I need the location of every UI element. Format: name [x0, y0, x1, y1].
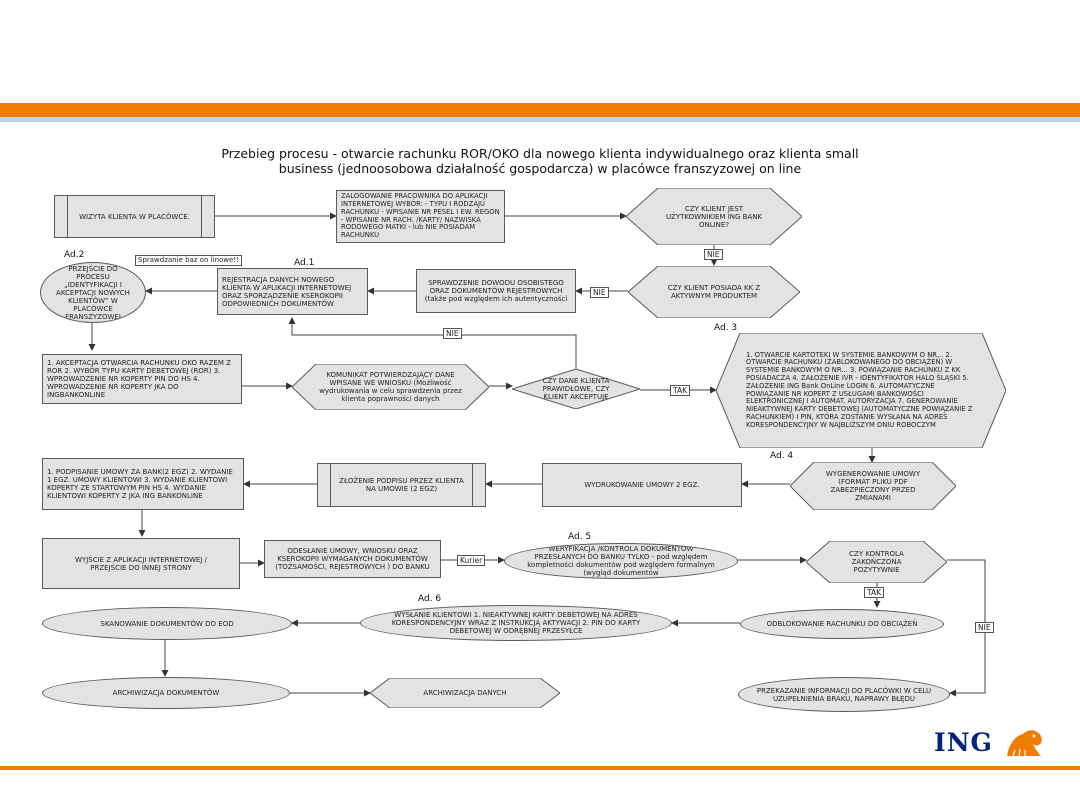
node-odblokowanie-text: ODBLOKOWANIE RACHUNKU DO OBCIĄŻEŃ [766, 620, 918, 628]
node-wizyta-klienta-text: WIZYTA KLIENTA W PLACÓWCE. [79, 212, 190, 221]
node-zalogowanie [336, 190, 505, 243]
ad-label-5: Ad. 5 [568, 532, 592, 542]
node-komunikat-text: KOMUNIKAT POTWIERDZAJĄCY DANE WPISANE WE WNIOSKU (Możliwość wydrukowania w celu sprawdzenia przez klienta poprawności danych [319, 371, 462, 403]
node-wyjscie [42, 538, 240, 589]
ing-logo-text: ING [934, 728, 993, 757]
node-odeslanie-text: ODESŁANIE UMOWY, WNIOSKU ORAZ KSEROKOPII WYMAGANYCH DOKUMENTÓW (TOŻSAMOŚCI, REJESTROWYCH ) DO BANKU [275, 547, 430, 571]
ad-label-3: Ad. 3 [714, 323, 738, 333]
title-line-2: business (jednoosobowa działalność gospodarcza) w placówce franszyzowej on line [278, 161, 802, 176]
decision-czy-klient-kk-text: CZY KLIENT POSIADA KK Z AKTYWNYM PRODUKTEM [667, 284, 761, 300]
note-sprawdzanie-baz: Sprawdzanie baz on linowe!! [135, 255, 242, 266]
node-weryfikacja-text: WERYFIKACJA /KONTROLA DOKUMENTÓW PRZESŁANYCH DO BANKU TYLKO - pod względem kompletności dokumentów pod względem formalnym (wygląd dokumentów [527, 545, 715, 577]
label-nie-3: NIE [443, 328, 462, 339]
node-zalogowanie-text: ZALOGOWANIE PRACOWNIKA DO APLIKACJI INTERNETOWEJ WYBÓR: - TYPU I RODZAJU RACHUNKU - WPISANIE NR PESEL I EW. REGON - WPISANIE NR RACH. /KARTY/ NAZWISKA RODOWEGO MATKI - lub NIE POSIADAM RACHUNKU [341, 192, 500, 240]
ad-label-6: Ad. 6 [418, 594, 442, 604]
title-line-1: Przebieg procesu - otwarcie rachunku ROR/OKO dla nowego klienta indywidualnego oraz klienta small [221, 146, 859, 161]
label-tak-2: TAK [864, 587, 884, 598]
node-wydrukowanie-text: WYDRUKOWANIE UMOWY 2 EGZ. [584, 481, 700, 489]
node-archiwizacja-dokumentow [42, 677, 290, 709]
ad-label-4: Ad. 4 [770, 451, 794, 461]
node-przejscie [40, 262, 146, 323]
node-rejestracja-text: REJESTRACJA DANYCH NOWEGO KLIENTA W APLIKACJI INTERNETOWEJ ORAZ SPORZĄDZENIE KSEROKOPII ODPOWIEDNICH DOKUMENTÓW [222, 275, 352, 308]
label-nie-2: NIE [590, 287, 609, 298]
node-wyslanie [360, 605, 672, 641]
node-wizyta-klienta [54, 195, 215, 238]
node-otwarcie-text: 1. OTWARCIE KARTOTEKI W SYSTEMIE BANKOWYM O NR... 2. OTWARCIE RACHUNKU (ZABLOKOWANEGO DO OBCIĄŻEŃ) W SYSTEMIE BANKOWYM O NR... 3. POWIĄZANIE RACHUNKU Z KK POSIADACZA 4. ZAŁOŻENIE IVR - IDENTYFIKATOR HALO ŚLĄSKI 5. ZAŁOŻENIE ING Bank OnLine LOGIN 6. AUTOMATYCZNE POWIĄZANIE NR KOPERT Z USŁUGAMI BANKOWOŚCI ELEKTRONICZNEJ I AUTOMAT. AUTORYZACJA 7. GENEROWANIE NIEAKTYWNEJ KARTY DEBETOWEJ (AUTOMATYCZNE POWIĄZANIE Z RACHUNKIEM) I PIN, KTÓRA ZOSTANIE WYSŁANA NA ADRES KORESPONDENCYJNY W NAJBLIŻSZYM DNIU ROBOCZYM [746, 350, 973, 429]
ad-label-1: Ad.1 [294, 258, 315, 268]
node-wygenerowanie-text: WYGENEROWANIE UMOWY (FORMAT PLIKU PDF ZABEZPIECZONY PRZED ZMIANAMI [825, 470, 921, 502]
node-wygenerowanie [790, 462, 956, 510]
node-odeslanie [264, 540, 441, 578]
label-nie-1: NIE [704, 249, 723, 260]
label-nie-4: NIE [975, 622, 994, 633]
node-odblokowanie [740, 609, 944, 639]
node-zlozenie-podpisu [317, 463, 486, 507]
decision-czy-dane-text: CZY DANE KLIENTA PRAWIDŁOWE, CZY KLIENT AKCEPTUJE [542, 377, 610, 401]
decision-czy-klient-kk [628, 266, 800, 318]
node-akceptacja [42, 354, 242, 404]
node-wydrukowanie [542, 463, 742, 507]
node-archiwizacja-danych-text: ARCHIWIZACJA DANYCH [423, 689, 507, 697]
node-wyslanie-text: WYSŁANIE KLIENTOWI 1. NIEAKTYWNEJ KARTY DEBETOWEJ NA ADRES KORESPONDENCYJNY WRAZ Z INSTRUKCJĄ AKTYWACJI 2. PIN DO KARTY DEBETOWEJ W ODRĘBNEJ PRZESYŁCE [391, 611, 641, 635]
node-skanowanie-text: SKANOWANIE DOKUMENTÓW DO EOD [100, 619, 234, 628]
arrow-czydane-nie-rejestracja [292, 318, 576, 369]
header-orange-band [0, 103, 1080, 117]
node-akceptacja-text: 1. AKCEPTACJA OTWARCIA RACHUNKU OKO RAZEM Z ROR 2. WYBÓR TYPU KARTY DEBETOWEJ (ROR) 3. WPROWADZENIE NR KOPERTY PIN DO HS 4. WPROWADZENIE NR KOPERTY JKA DO INGBANKONLINE [47, 359, 231, 399]
node-skanowanie [42, 607, 292, 640]
header-blue-band [0, 117, 1080, 122]
node-podpisanie [42, 458, 244, 510]
node-przekazanie [738, 677, 950, 712]
node-komunikat [292, 364, 489, 410]
node-sprawdzenie-dowodu-text: SPRAWDZENIE DOWODU OSOBISTEGO ORAZ DOKUMENTÓW REJESTROWYCH (także pod względem ich autentyczności [424, 279, 568, 303]
node-podpisanie-text: 1. PODPISANIE UMOWY ZA BANK(2 EGZ) 2. WYDANIE 1 EGZ. UMOWY KLIENTOWI 3. WYDANIE KLIENTOWI KOPERTY ZE STARTOWYM PIN HS 4. WYDANIE KLIENTOWI KOPERTY Z JKA ING BANKONLINE [47, 468, 233, 500]
node-rejestracja [217, 268, 368, 315]
decision-czy-kontrola [806, 541, 947, 583]
decision-czy-klient-ing [626, 188, 802, 245]
ing-lion-icon [1003, 726, 1045, 760]
node-otwarcie [716, 333, 1006, 448]
ad-label-2: Ad.2 [64, 250, 85, 260]
node-przejscie-text: PRZEJŚCIE DO PROCESU „IDENTYFIKACJI I AKCEPTACJI NOWYCH KLIENTÓW” W PLACÓWCE FRANSZYZOWEJ [56, 264, 130, 321]
page-title [60, 146, 1020, 176]
node-zlozenie-podpisu-text: ZŁOŻENIE PODPISU PRZEZ KLIENTA NA UMOWIE (2 EGZ) [339, 477, 464, 493]
node-archiwizacja-dokumentow-text: ARCHIWIZACJA DOKUMENTÓW [112, 689, 220, 697]
footer-orange-rule [0, 766, 1080, 770]
decision-czy-kontrola-text: CZY KONTROLA ZAKOŃCZONA POZYTYWNIE [849, 550, 904, 574]
label-kurier: Kurier [457, 555, 485, 566]
node-weryfikacja [504, 543, 738, 579]
node-przekazanie-text: PRZEKAZANIE INFORMACJI DO PLACÓWKI W CELU UZUPEŁNIENIA BRAKU, NAPRAWY BŁĘDU [756, 686, 932, 703]
decision-czy-klient-ing-text: CZY KLIENT JEST UŻYTKOWNIKIEM ING BANK ONLINE? [665, 204, 763, 229]
node-wyjscie-text: WYJŚCIE Z APLIKACJI INTERNETOWEJ / PRZEJŚCIE DO INNEJ STRONY [75, 555, 207, 572]
node-sprawdzenie-dowodu [416, 269, 576, 313]
decision-czy-dane [512, 369, 640, 409]
node-archiwizacja-danych [370, 678, 560, 708]
label-tak-1: TAK [670, 385, 690, 396]
